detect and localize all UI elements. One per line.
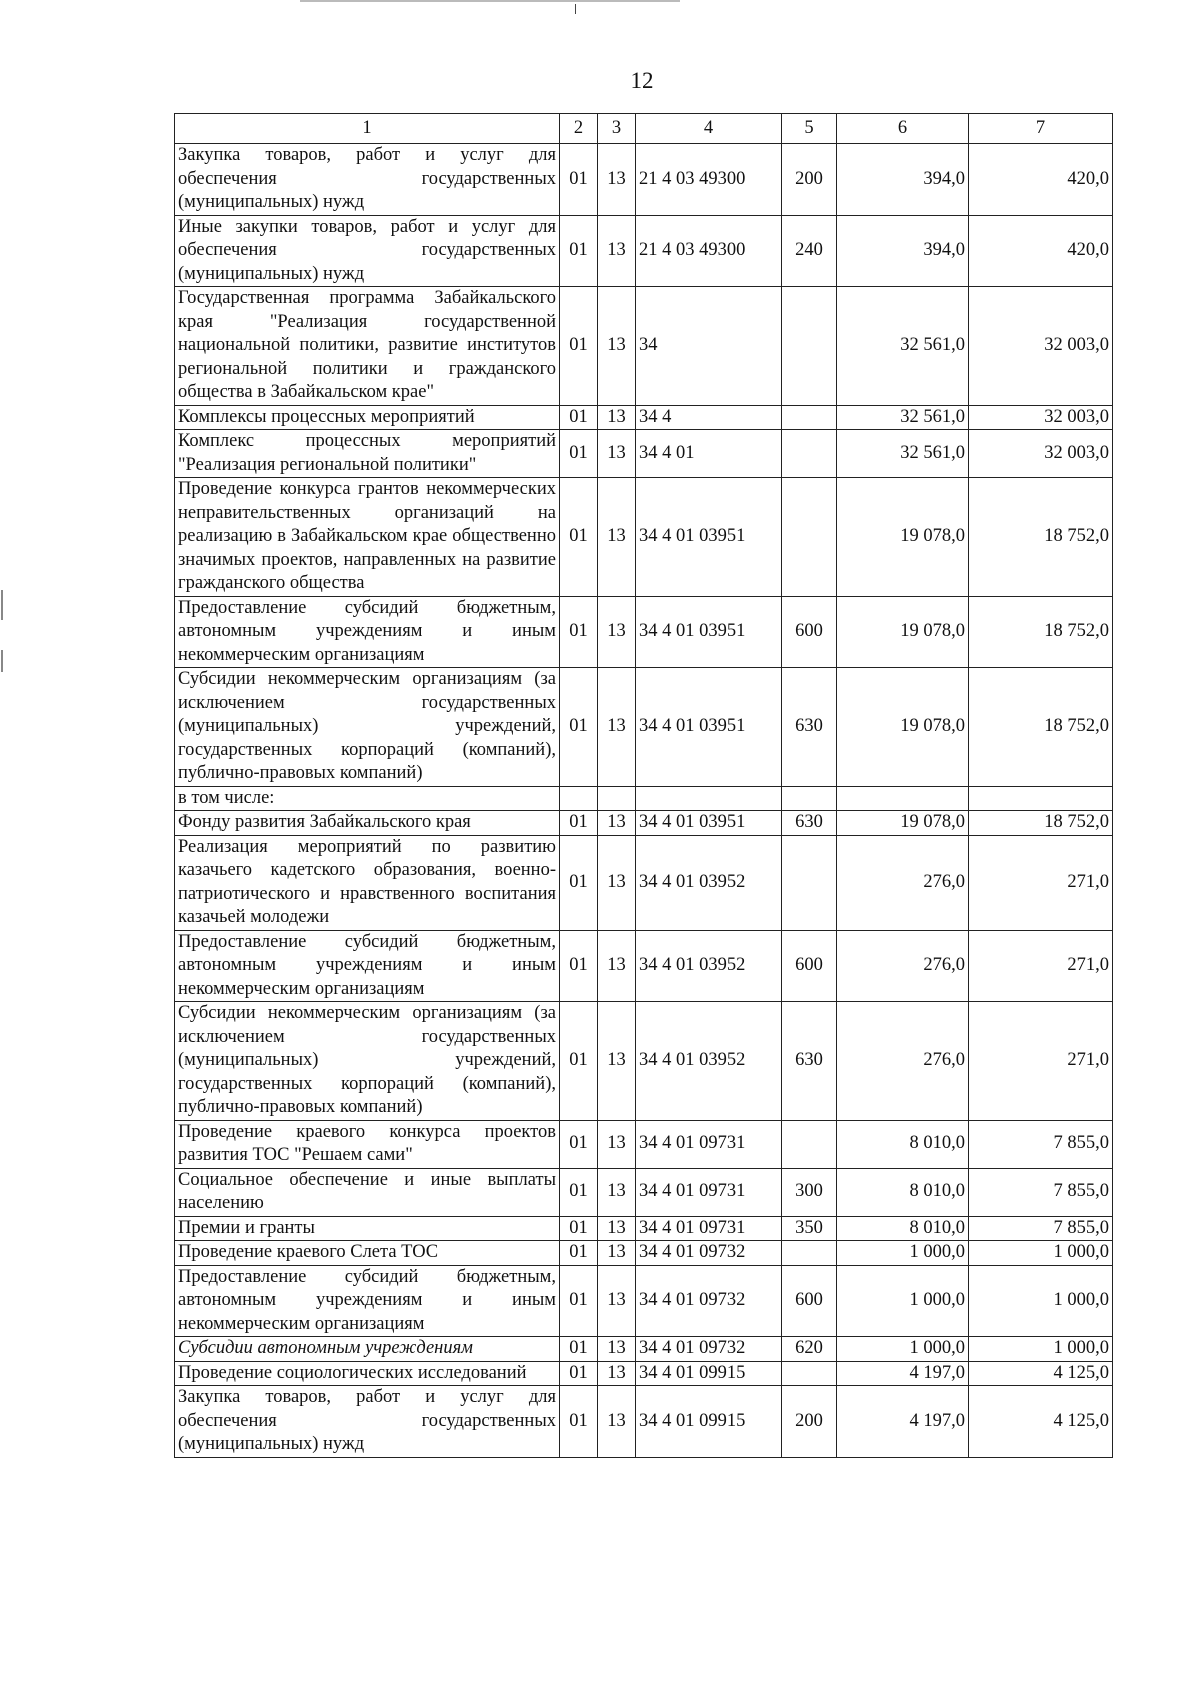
row-subsection-cell: 13 xyxy=(598,668,636,787)
row-section-cell: 01 xyxy=(560,1337,598,1362)
row-subsection-cell: 13 xyxy=(598,930,636,1002)
table-row xyxy=(175,430,1113,478)
row-amount-year1-cell: 394,0 xyxy=(837,215,969,287)
row-section-cell: 01 xyxy=(560,1216,598,1241)
row-amount-year1-cell: 19 078,0 xyxy=(837,478,969,597)
row-section-cell: 01 xyxy=(560,1241,598,1266)
table-row xyxy=(175,1241,1113,1266)
row-amount-year1-cell: 8 010,0 xyxy=(837,1168,969,1216)
row-section-cell: 01 xyxy=(560,1361,598,1386)
row-section-cell: 01 xyxy=(560,1002,598,1121)
row-amount-year2-cell: 18 752,0 xyxy=(969,478,1113,597)
row-section-cell: 01 xyxy=(560,478,598,597)
row-section-cell: 01 xyxy=(560,811,598,836)
row-name-cell: Государственная программа Забайкальского края "Реализация государственной национальной политики, развитие институтов региональной политики и гражданского общества в Забайкальском крае" xyxy=(175,287,560,406)
row-name-cell: Комплекс процессных мероприятий "Реализация региональной политики" xyxy=(175,430,560,478)
row-name-cell: Закупка товаров, работ и услуг для обеспечения государственных (муниципальных) нужд xyxy=(175,144,560,216)
row-amount-year1-cell: 4 197,0 xyxy=(837,1386,969,1458)
row-amount-year2-cell: 4 125,0 xyxy=(969,1361,1113,1386)
row-amount-year2-cell: 271,0 xyxy=(969,835,1113,930)
table-row xyxy=(175,215,1113,287)
row-section-cell: 01 xyxy=(560,1120,598,1168)
row-section-cell: 01 xyxy=(560,930,598,1002)
row-expense-type-cell: 630 xyxy=(782,1002,837,1121)
table-row xyxy=(175,811,1113,836)
scan-edge-mark xyxy=(1,590,3,620)
row-name-cell: Проведение конкурса грантов некоммерческих неправительственных организаций на реализацию в Забайкальском крае общественно значимых проектов, направленных на развитие гражданского общества xyxy=(175,478,560,597)
row-subsection-cell: 13 xyxy=(598,215,636,287)
row-name-cell: Иные закупки товаров, работ и услуг для обеспечения государственных (муниципальных) нужд xyxy=(175,215,560,287)
row-subsection-cell: 13 xyxy=(598,287,636,406)
row-name-cell: Субсидии некоммерческим организациям (за исключением государственных (муниципальных) учреждений, государственных корпораций (компаний), публично-правовых компаний) xyxy=(175,668,560,787)
table-row xyxy=(175,1120,1113,1168)
table-body xyxy=(175,144,1113,1458)
row-amount-year1-cell: 19 078,0 xyxy=(837,668,969,787)
table-row xyxy=(175,1386,1113,1458)
row-amount-year2-cell: 4 125,0 xyxy=(969,1386,1113,1458)
row-target-article-cell: 34 4 01 03951 xyxy=(636,478,782,597)
table-row xyxy=(175,930,1113,1002)
header-col-6: 6 xyxy=(837,114,969,144)
row-amount-year1-cell: 276,0 xyxy=(837,1002,969,1121)
row-subsection-cell: 13 xyxy=(598,596,636,668)
row-expense-type-cell xyxy=(782,430,837,478)
row-amount-year1-cell: 1 000,0 xyxy=(837,1241,969,1266)
row-expense-type-cell: 630 xyxy=(782,811,837,836)
scan-top-rule xyxy=(300,0,680,2)
row-subsection-cell: 13 xyxy=(598,1241,636,1266)
row-section-cell: 01 xyxy=(560,668,598,787)
row-target-article-cell: 34 4 01 09732 xyxy=(636,1265,782,1337)
row-subsection-cell: 13 xyxy=(598,405,636,430)
row-amount-year1-cell: 1 000,0 xyxy=(837,1265,969,1337)
row-section-cell: 01 xyxy=(560,405,598,430)
table-row xyxy=(175,1265,1113,1337)
table-row xyxy=(175,1168,1113,1216)
row-section-cell: 01 xyxy=(560,144,598,216)
row-target-article-cell: 34 4 01 09731 xyxy=(636,1168,782,1216)
row-target-article-cell: 34 4 01 09915 xyxy=(636,1361,782,1386)
row-amount-year2-cell: 32 003,0 xyxy=(969,430,1113,478)
header-col-3: 3 xyxy=(598,114,636,144)
row-amount-year2-cell: 7 855,0 xyxy=(969,1168,1113,1216)
table-row xyxy=(175,287,1113,406)
header-col-4: 4 xyxy=(636,114,782,144)
row-amount-year1-cell: 276,0 xyxy=(837,930,969,1002)
row-target-article-cell: 34 4 01 09732 xyxy=(636,1241,782,1266)
row-section-cell: 01 xyxy=(560,835,598,930)
row-name-cell: Субсидии автономным учреждениям xyxy=(175,1337,560,1362)
row-expense-type-cell: 350 xyxy=(782,1216,837,1241)
row-subsection-cell: 13 xyxy=(598,430,636,478)
row-amount-year1-cell: 19 078,0 xyxy=(837,811,969,836)
row-amount-year1-cell: 276,0 xyxy=(837,835,969,930)
row-expense-type-cell: 600 xyxy=(782,930,837,1002)
row-section-cell: 01 xyxy=(560,596,598,668)
table-row xyxy=(175,835,1113,930)
row-amount-year2-cell: 1 000,0 xyxy=(969,1337,1113,1362)
row-amount-year1-cell: 19 078,0 xyxy=(837,596,969,668)
row-expense-type-cell xyxy=(782,1241,837,1266)
table-row xyxy=(175,405,1113,430)
row-amount-year1-cell: 394,0 xyxy=(837,144,969,216)
row-target-article-cell: 21 4 03 49300 xyxy=(636,144,782,216)
table-row xyxy=(175,786,1113,811)
row-amount-year2-cell xyxy=(969,786,1113,811)
row-name-cell: Реализация мероприятий по развитию казачьего кадетского образования, военно-патриотического и нравственного воспитания казачьей молодежи xyxy=(175,835,560,930)
row-amount-year2-cell: 7 855,0 xyxy=(969,1120,1113,1168)
row-amount-year2-cell: 32 003,0 xyxy=(969,287,1113,406)
row-name-cell: в том числе: xyxy=(175,786,560,811)
row-expense-type-cell: 240 xyxy=(782,215,837,287)
row-expense-type-cell: 200 xyxy=(782,1386,837,1458)
row-expense-type-cell xyxy=(782,287,837,406)
row-target-article-cell: 34 4 01 03951 xyxy=(636,811,782,836)
table-row xyxy=(175,1337,1113,1362)
row-target-article-cell: 34 4 01 09731 xyxy=(636,1216,782,1241)
header-col-1: 1 xyxy=(175,114,560,144)
row-expense-type-cell xyxy=(782,405,837,430)
row-amount-year2-cell: 18 752,0 xyxy=(969,668,1113,787)
scan-tick-mark xyxy=(575,4,576,14)
row-expense-type-cell xyxy=(782,835,837,930)
row-name-cell: Комплексы процессных мероприятий xyxy=(175,405,560,430)
row-expense-type-cell: 300 xyxy=(782,1168,837,1216)
row-target-article-cell xyxy=(636,786,782,811)
row-subsection-cell: 13 xyxy=(598,144,636,216)
row-section-cell: 01 xyxy=(560,215,598,287)
row-amount-year2-cell: 7 855,0 xyxy=(969,1216,1113,1241)
scan-edge-mark xyxy=(1,650,3,672)
header-col-7: 7 xyxy=(969,114,1113,144)
table-row xyxy=(175,144,1113,216)
row-subsection-cell: 13 xyxy=(598,835,636,930)
row-target-article-cell: 34 4 01 03952 xyxy=(636,930,782,1002)
row-amount-year2-cell: 271,0 xyxy=(969,1002,1113,1121)
row-amount-year1-cell: 8 010,0 xyxy=(837,1120,969,1168)
row-target-article-cell: 34 4 01 03951 xyxy=(636,668,782,787)
row-amount-year2-cell: 420,0 xyxy=(969,215,1113,287)
row-amount-year1-cell: 1 000,0 xyxy=(837,1337,969,1362)
table-row xyxy=(175,596,1113,668)
row-subsection-cell: 13 xyxy=(598,1337,636,1362)
row-subsection-cell xyxy=(598,786,636,811)
table-row xyxy=(175,1002,1113,1121)
row-expense-type-cell: 600 xyxy=(782,596,837,668)
row-subsection-cell: 13 xyxy=(598,1265,636,1337)
row-expense-type-cell: 630 xyxy=(782,668,837,787)
row-name-cell: Проведение краевого Слета ТОС xyxy=(175,1241,560,1266)
row-amount-year2-cell: 1 000,0 xyxy=(969,1241,1113,1266)
row-section-cell: 01 xyxy=(560,1265,598,1337)
row-amount-year1-cell: 8 010,0 xyxy=(837,1216,969,1241)
row-target-article-cell: 34 4 01 09731 xyxy=(636,1120,782,1168)
row-subsection-cell: 13 xyxy=(598,1002,636,1121)
budget-table xyxy=(174,113,1113,1458)
row-expense-type-cell xyxy=(782,786,837,811)
row-target-article-cell: 34 xyxy=(636,287,782,406)
row-subsection-cell: 13 xyxy=(598,1168,636,1216)
row-amount-year1-cell: 32 561,0 xyxy=(837,287,969,406)
row-name-cell: Проведение социологических исследований xyxy=(175,1361,560,1386)
row-target-article-cell: 34 4 01 03952 xyxy=(636,1002,782,1121)
table-row xyxy=(175,668,1113,787)
row-name-cell: Проведение краевого конкурса проектов развития ТОС "Решаем сами" xyxy=(175,1120,560,1168)
row-name-cell: Субсидии некоммерческим организациям (за исключением государственных (муниципальных) учреждений, государственных корпораций (компаний), публично-правовых компаний) xyxy=(175,1002,560,1121)
row-section-cell: 01 xyxy=(560,1386,598,1458)
row-expense-type-cell xyxy=(782,1361,837,1386)
table-row xyxy=(175,1216,1113,1241)
row-subsection-cell: 13 xyxy=(598,1120,636,1168)
row-amount-year1-cell: 4 197,0 xyxy=(837,1361,969,1386)
row-section-cell xyxy=(560,786,598,811)
row-name-cell: Фонду развития Забайкальского края xyxy=(175,811,560,836)
row-name-cell: Предоставление субсидий бюджетным, автономным учреждениям и иным некоммерческим организациям xyxy=(175,1265,560,1337)
row-expense-type-cell: 200 xyxy=(782,144,837,216)
row-target-article-cell: 34 4 xyxy=(636,405,782,430)
header-col-2: 2 xyxy=(560,114,598,144)
header-col-5: 5 xyxy=(782,114,837,144)
row-amount-year2-cell: 18 752,0 xyxy=(969,596,1113,668)
row-target-article-cell: 34 4 01 09732 xyxy=(636,1337,782,1362)
row-subsection-cell: 13 xyxy=(598,811,636,836)
row-section-cell: 01 xyxy=(560,430,598,478)
row-amount-year1-cell xyxy=(837,786,969,811)
row-name-cell: Социальное обеспечение и иные выплаты населению xyxy=(175,1168,560,1216)
row-section-cell: 01 xyxy=(560,287,598,406)
row-expense-type-cell: 620 xyxy=(782,1337,837,1362)
row-amount-year2-cell: 420,0 xyxy=(969,144,1113,216)
row-expense-type-cell: 600 xyxy=(782,1265,837,1337)
table-header-row xyxy=(175,114,1113,144)
row-subsection-cell: 13 xyxy=(598,1216,636,1241)
row-target-article-cell: 34 4 01 03951 xyxy=(636,596,782,668)
row-amount-year2-cell: 271,0 xyxy=(969,930,1113,1002)
row-name-cell: Закупка товаров, работ и услуг для обеспечения государственных (муниципальных) нужд xyxy=(175,1386,560,1458)
row-target-article-cell: 34 4 01 09915 xyxy=(636,1386,782,1458)
page-number: 12 xyxy=(630,68,654,93)
table-row xyxy=(175,1361,1113,1386)
row-amount-year2-cell: 18 752,0 xyxy=(969,811,1113,836)
row-target-article-cell: 21 4 03 49300 xyxy=(636,215,782,287)
row-subsection-cell: 13 xyxy=(598,478,636,597)
row-amount-year1-cell: 32 561,0 xyxy=(837,405,969,430)
row-name-cell: Предоставление субсидий бюджетным, автономным учреждениям и иным некоммерческим организациям xyxy=(175,930,560,1002)
row-amount-year2-cell: 1 000,0 xyxy=(969,1265,1113,1337)
row-target-article-cell: 34 4 01 xyxy=(636,430,782,478)
row-subsection-cell: 13 xyxy=(598,1386,636,1458)
row-section-cell: 01 xyxy=(560,1168,598,1216)
row-name-cell: Предоставление субсидий бюджетным, автономным учреждениям и иным некоммерческим организациям xyxy=(175,596,560,668)
row-amount-year2-cell: 32 003,0 xyxy=(969,405,1113,430)
row-name-cell: Премии и гранты xyxy=(175,1216,560,1241)
row-target-article-cell: 34 4 01 03952 xyxy=(636,835,782,930)
row-amount-year1-cell: 32 561,0 xyxy=(837,430,969,478)
table-row xyxy=(175,478,1113,597)
row-subsection-cell: 13 xyxy=(598,1361,636,1386)
row-expense-type-cell xyxy=(782,478,837,597)
row-expense-type-cell xyxy=(782,1120,837,1168)
